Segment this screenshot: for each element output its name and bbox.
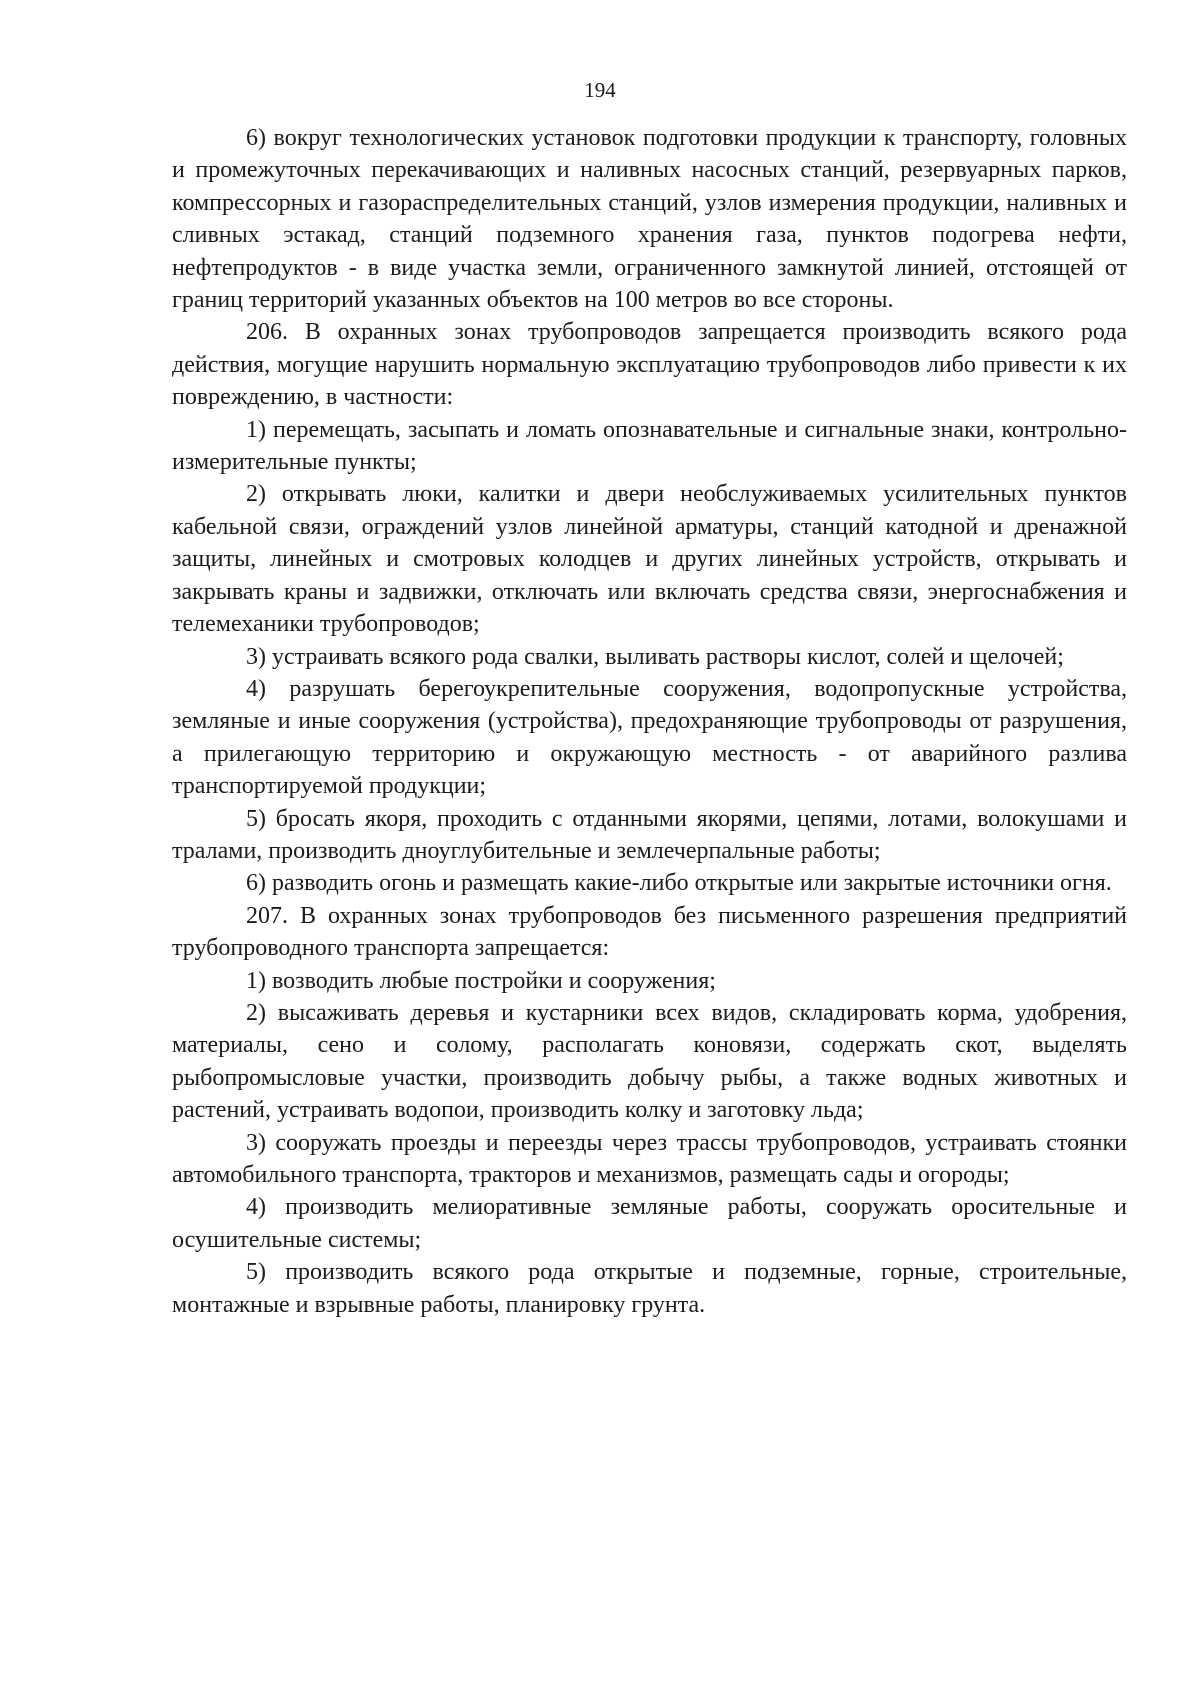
- paragraph-206: 206. В охранных зонах трубопроводов запрещается производить всякого рода действия, могущие нарушить нормальную эксплуатацию трубопроводов либо привести к их повреждению, в частности:: [172, 319, 1127, 411]
- paragraph-206-item-1: 1) перемещать, засыпать и ломать опознавательные и сигнальные знаки, контрольно-измерительные пункты;: [172, 416, 1127, 476]
- paragraph-207-item-5: 5) производить всякого рода открытые и подземные, горные, строительные, монтажные и взрывные работы, планировку грунта.: [172, 1259, 1127, 1318]
- paragraph-207-item-4: 4) производить мелиоративные земляные работы, сооружать оросительные и осушительные системы;: [172, 1194, 1127, 1253]
- document-body: [172, 122, 1127, 1321]
- paragraph-207-item-1: 1) возводить любые постройки и сооружения;: [246, 967, 716, 994]
- paragraph-206-item-5: 5) бросать якоря, проходить с отданными якорями, цепями, лотами, волокушами и тралами, производить дноуглубительные и землечерпальные работы;: [172, 805, 1127, 864]
- paragraph-207-item-2: 2) высаживать деревья и кустарники всех видов, складировать корма, удобрения, материалы, сено и солому, располагать коновязи, содержать скот, выделять рыбопромысловые участки, производить добычу рыбы, а также водных животных и растений, устраивать водопои, производить колку и заготовку льда;: [172, 999, 1127, 1124]
- paragraph-206-item-6: 6) разводить огонь и размещать какие-либо открытые или закрытые источники огня.: [246, 870, 1112, 897]
- page-number: 194: [584, 78, 616, 102]
- paragraph-206-item-4: 4) разрушать берегоукрепительные сооружения, водопропускные устройства, земляные и иные сооружения (устройства), предохраняющие трубопроводы от разрушения, а прилегающую территорию и окружающую местность - от аварийного разлива транспортируемой продукции;: [172, 675, 1127, 800]
- paragraph-206-item-2: 2) открывать люки, калитки и двери необслуживаемых усилительных пунктов кабельной связи, ограждений узлов линейной арматуры, станций катодной и дренажной защиты, линейных и смотровых колодцев и других линейных устройств, открывать и закрывать краны и задвижки, отключать или включать средства связи, энергоснабжения и телемеханики трубопроводов;: [172, 481, 1127, 638]
- paragraph-item-6-previous: 6) вокруг технологических установок подготовки продукции к транспорту, головных и промежуточных перекачивающих и наливных насосных станций, резервуарных парков, компрессорных и газораспределительных станций, узлов измерения продукции, наливных и сливных эстакад, станций подземного хранения газа, пунктов подогрева нефти, нефтепродуктов - в виде участка земли, ограниченного замкнутой линией, отстоящей от границ территорий указанных объектов на 100 метров во все стороны.: [172, 125, 1127, 314]
- paragraph-207-item-3: 3) сооружать проезды и переезды через трассы трубопроводов, устраивать стоянки автомобильного транспорта, тракторов и механизмов, размещать сады и огороды;: [172, 1129, 1127, 1188]
- paragraph-206-item-3: 3) устраивать всякого рода свалки, выливать растворы кислот, солей и щелочей;: [246, 643, 1064, 670]
- paragraph-207: 207. В охранных зонах трубопроводов без письменного разрешения предприятий трубопроводного транспорта запрещается:: [172, 902, 1127, 962]
